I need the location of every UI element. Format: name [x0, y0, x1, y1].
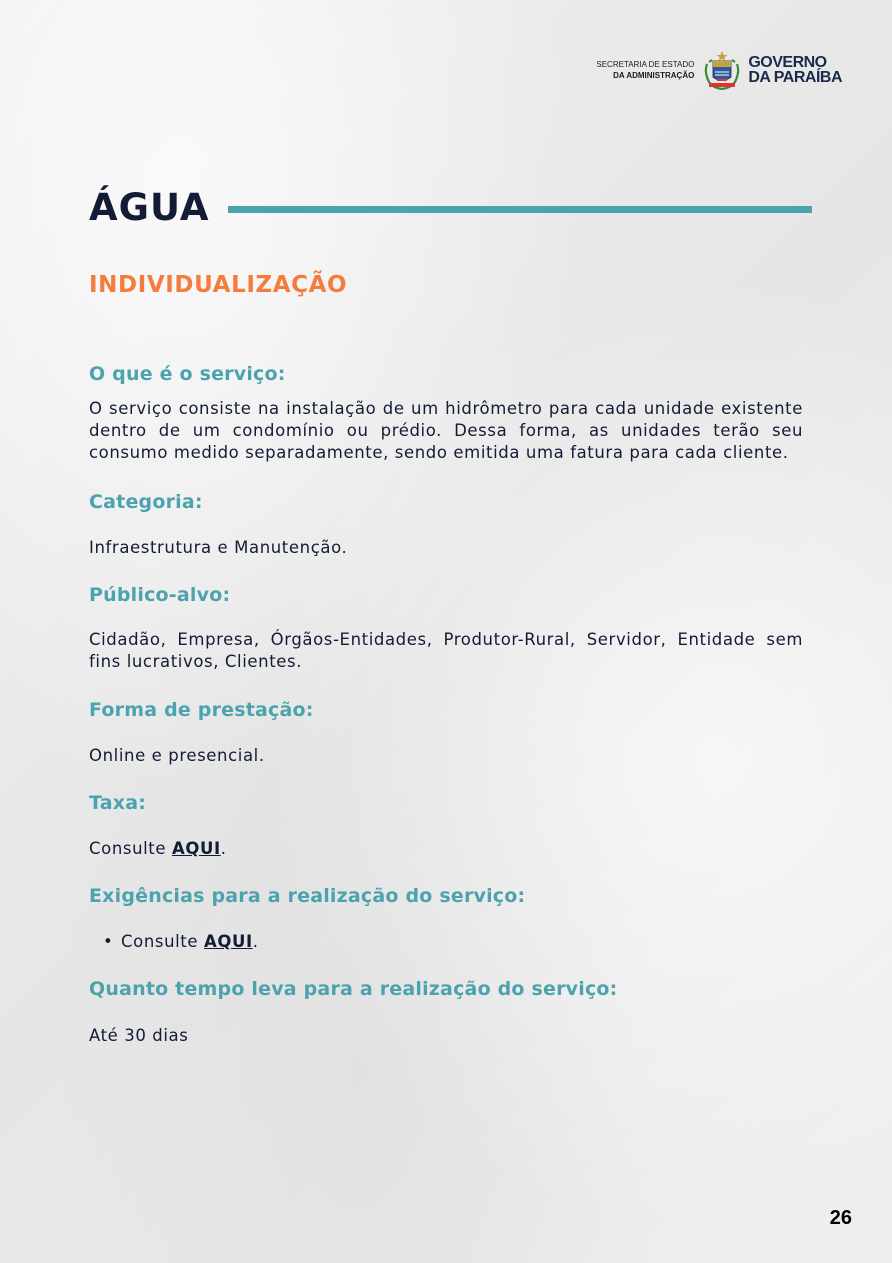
title-divider	[228, 206, 812, 213]
gov-line1: GOVERNO	[748, 54, 827, 71]
header-logo	[596, 50, 842, 90]
section-text-forma: Online e presencial.	[89, 746, 265, 765]
secretaria-line1: SECRETARIA DE ESTADO	[596, 60, 695, 69]
title-row	[89, 186, 812, 229]
taxa-prefix: Consulte	[89, 839, 172, 858]
bullet-icon: •	[103, 932, 114, 951]
taxa-suffix: .	[220, 839, 227, 858]
service-content	[89, 363, 803, 1047]
section-heading-forma: Forma de prestação:	[89, 699, 314, 721]
gov-line2: DA PARAÍBA	[748, 69, 842, 86]
secretaria-line2: DA ADMINISTRAÇÃO	[613, 71, 695, 80]
section-text-publico: Cidadão, Empresa, Órgãos-Entidades, Produtor-Rural, Servidor, Entidade sem fins lucrativos, Clientes.	[89, 630, 803, 671]
page-title: ÁGUA	[89, 186, 210, 229]
section-text-tempo: Até 30 dias	[89, 1026, 189, 1045]
section-heading-categoria: Categoria:	[89, 491, 203, 513]
section-heading-publico: Público-alvo:	[89, 584, 231, 606]
secretaria-label	[596, 59, 694, 81]
exigencias-consult-link[interactable]: AQUI	[203, 932, 253, 951]
exigencias-suffix: .	[252, 932, 259, 951]
section-heading-oque: O que é o serviço:	[89, 363, 286, 385]
paraiba-coat-of-arms-icon	[703, 50, 741, 90]
section-text-categoria: Infraestrutura e Manutenção.	[89, 538, 348, 557]
section-text-taxa	[89, 838, 803, 860]
section-text-oque: O serviço consiste na instalação de um hidrômetro para cada unidade existente dentro de um condomínio ou prédio. Dessa forma, as unidades terão seu consumo medido separadamente, sendo emitida uma fatura para cada cliente.	[89, 399, 803, 462]
section-heading-exigencias: Exigências para a realização do serviço:	[89, 885, 526, 907]
section-heading-taxa: Taxa:	[89, 792, 147, 814]
section-text-exigencias	[89, 931, 803, 953]
governo-paraiba-label	[748, 55, 842, 85]
page-number: 26	[829, 1207, 852, 1229]
exigencias-prefix: Consulte	[121, 932, 204, 951]
taxa-consult-link[interactable]: AQUI	[171, 839, 221, 858]
section-heading-tempo: Quanto tempo leva para a realização do serviço:	[89, 978, 618, 1000]
page-subtitle: INDIVIDUALIZAÇÃO	[89, 272, 348, 298]
